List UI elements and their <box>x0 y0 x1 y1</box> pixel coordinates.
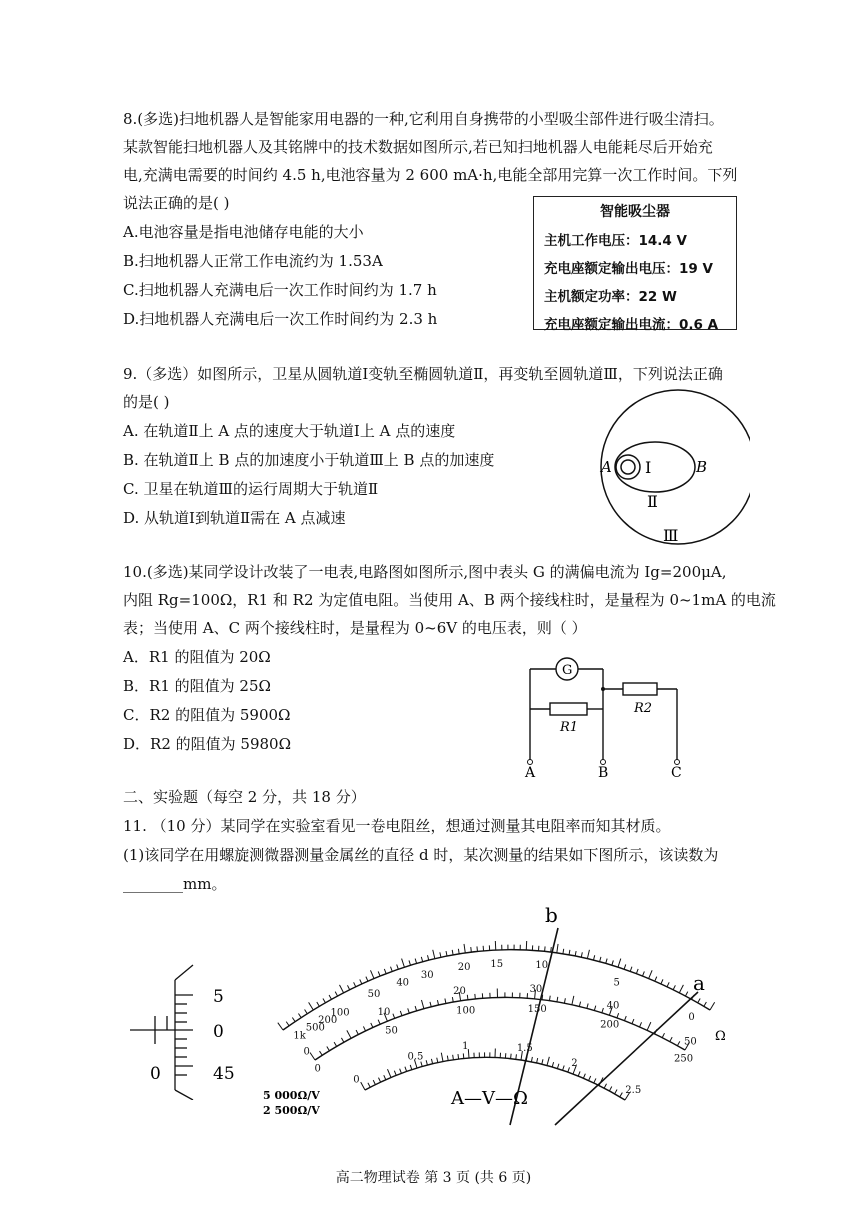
circuit-diagram <box>515 650 695 780</box>
q8-line-4: 说法正确的是( ) <box>123 194 230 212</box>
multimeter-dial <box>255 900 755 1130</box>
dc-tick-label: 200 <box>600 1019 620 1031</box>
scale-tick <box>458 1054 459 1059</box>
dc-small-tick-label: 50 <box>684 1036 697 1048</box>
scale-tick <box>578 1071 580 1076</box>
scale-tick <box>547 1057 549 1066</box>
meter-center-label: A—V—Ω <box>451 1088 528 1109</box>
scale-tick <box>640 1022 642 1027</box>
scale-tick <box>320 1051 323 1055</box>
scale-tick <box>643 971 645 976</box>
orbit-iii <box>601 390 750 544</box>
scale-tick <box>292 1018 295 1022</box>
scale-tick <box>679 985 683 993</box>
scale-tick <box>563 949 564 954</box>
scale-tick <box>368 1083 370 1087</box>
q9-option-a: A. 在轨道Ⅱ上 A 点的速度大于轨道Ⅰ上 A 点的速度 <box>123 422 456 440</box>
scale-tick <box>446 951 447 956</box>
ohm-tick-label: 200 <box>318 1014 338 1026</box>
dc-small-tick-label: 10 <box>377 1006 391 1018</box>
scale-tick <box>426 1060 427 1065</box>
scale-tick <box>606 959 607 964</box>
scale-tick <box>564 998 565 1003</box>
scale-tick <box>453 1055 454 1060</box>
scale-tick <box>670 1037 672 1041</box>
dc-small-tick-label: 30 <box>529 983 543 995</box>
scale-tick <box>441 1053 443 1062</box>
scale-tick <box>615 1089 617 1093</box>
q9-option-b: B. 在轨道Ⅱ上 B 点的加速度小于轨道Ⅲ上 B 点的加速度 <box>123 451 495 469</box>
q8-option-a: A.电池容量是指电池储存电能的大小 <box>123 223 364 241</box>
scale-tick <box>347 985 349 989</box>
scale-tick <box>549 996 550 1001</box>
q10-option-c: C．R2 的阻值为 5900Ω <box>123 706 291 724</box>
ohm-tick-label: 50 <box>367 989 381 1001</box>
scale-tick <box>339 985 343 993</box>
scale-tick <box>710 1002 715 1010</box>
scale-arc-dc <box>315 997 685 1060</box>
q11-line-2: (1)该同学在用螺旋测微器测量金属丝的直径 d 时，某次测量的结果如下图所示，该读数为 <box>123 846 719 864</box>
micrometer-figure <box>125 960 245 1100</box>
scale-tick <box>415 1006 416 1011</box>
scale-tick <box>384 1075 386 1080</box>
label-orbit-ii: Ⅱ <box>647 492 658 511</box>
ohm-tick-label: 20 <box>457 962 471 974</box>
scale-tick <box>587 1004 588 1009</box>
thimble-45: 45 <box>213 1064 235 1084</box>
scale-tick <box>305 1010 308 1014</box>
dc-small-tick-label: 40 <box>606 1000 620 1012</box>
scale-tick <box>356 1030 358 1034</box>
nameplate-row: 充电座额定输出电压：19 V <box>544 261 713 277</box>
scale-tick <box>464 944 465 953</box>
q8-option-d: D.扫地机器人充满电后一次工作时间约为 2.3 h <box>123 310 438 328</box>
scale-tick <box>617 1013 619 1018</box>
q10-line-2: 内阻 Rg=100Ω，R1 和 R2 为定值电阻。当使用 A、B 两个接线柱时，是量程为 0~1mA 的电流 <box>123 591 776 609</box>
label-r1: R1 <box>560 720 579 735</box>
thimble-5: 5 <box>213 987 224 1007</box>
orbit-diagram <box>590 388 750 548</box>
scale-tick <box>370 970 374 978</box>
section-title: 二、实验题（每空 2 分，共 18 分） <box>123 788 366 806</box>
needle-b-label: b <box>545 903 558 927</box>
meter-spec-2: 2 500Ω/V <box>263 1104 320 1117</box>
planet <box>621 460 635 474</box>
scale-tick <box>298 1013 301 1017</box>
scale-tick <box>329 995 331 999</box>
scale-tick <box>384 969 386 974</box>
scale-tick <box>421 1000 423 1009</box>
terminal-b: B <box>598 765 609 780</box>
scale-tick <box>537 1058 538 1063</box>
scale-tick <box>373 1080 375 1084</box>
scale-tick <box>430 1002 431 1007</box>
ohm-tick-label: 500 <box>305 1022 325 1034</box>
scale-tick <box>391 967 393 972</box>
scale-tick <box>589 1076 591 1081</box>
scale-tick <box>334 1042 337 1046</box>
q9-option-c: C. 卫星在轨道Ⅲ的运行周期大于轨道Ⅱ <box>123 480 379 498</box>
needle-a-label: a <box>693 971 705 995</box>
scale-tick <box>636 969 638 974</box>
terminal-a: A <box>525 765 536 780</box>
scale-tick <box>366 977 368 982</box>
scale-tick <box>361 1082 365 1090</box>
q10-option-b: B．R1 的阻值为 25Ω <box>123 677 271 695</box>
scale-tick <box>323 998 325 1002</box>
scale-tick <box>581 952 582 957</box>
q10-option-d: D．R2 的阻值为 5980Ω <box>123 735 292 753</box>
scale-tick <box>452 997 453 1002</box>
scale-tick <box>655 977 657 982</box>
ohm-tick-label: 1k <box>293 1030 306 1042</box>
nameplate-title: 智能吸尘器 <box>600 204 670 220</box>
scale-tick <box>630 967 632 972</box>
scale-tick <box>569 950 570 955</box>
q9-option-d: D. 从轨道Ⅰ到轨道Ⅱ需在 A 点减速 <box>123 509 346 527</box>
q8-line-2: 某款智能扫地机器人及其铭牌中的技术数据如图所示,若已知扫地机器人电能耗尽后开始充 <box>123 138 713 156</box>
scale-tick <box>624 964 626 969</box>
q9-line-2: 的是( ) <box>123 393 170 411</box>
scale-tick <box>335 992 337 996</box>
scale-tick <box>405 1067 407 1072</box>
ohm-tick-label: 5 <box>613 977 620 989</box>
scale-tick <box>458 949 459 954</box>
scale-tick <box>286 1022 289 1026</box>
ac-tick-label: 1 <box>462 1041 469 1053</box>
ac-tick-label: 2 <box>571 1057 578 1069</box>
label-a: A <box>601 458 612 476</box>
label-b: B <box>696 458 708 476</box>
scale-tick <box>594 955 595 960</box>
scale-tick <box>447 1056 448 1061</box>
scale-tick <box>667 982 669 987</box>
scale-tick <box>347 1030 351 1038</box>
ohm-tick-label: 30 <box>420 970 434 982</box>
orbit-ii <box>615 442 695 492</box>
scale-tick <box>575 951 576 956</box>
scale-tick <box>309 1002 314 1010</box>
scale-tick <box>698 998 700 1002</box>
scale-tick <box>408 1008 410 1013</box>
q8-option-b: B.扫地机器人正常工作电流约为 1.53A <box>123 252 383 270</box>
q8-option-c: C.扫地机器人充满电后一次工作时间约为 1.7 h <box>123 281 437 299</box>
q8-line-3: 电,充满电需要的时间约 4.5 h,电池容量为 2 600 mA·h,电能全部用完算一次工作时间。下列 <box>123 166 738 184</box>
ohm-tick-label: 0 <box>688 1012 695 1024</box>
scale-tick <box>612 960 613 965</box>
scale-tick <box>452 950 453 955</box>
scale-tick <box>618 959 621 968</box>
ac-tick-label: 1.5 <box>516 1043 533 1055</box>
scale-tick <box>471 947 472 952</box>
dc-tick-label: 0 <box>314 1063 321 1075</box>
scale-tick <box>583 1074 585 1079</box>
label-g: G <box>562 663 573 678</box>
scale-tick <box>632 1019 634 1024</box>
scale-tick <box>551 947 552 952</box>
scale-tick <box>378 971 380 976</box>
scale-tick <box>378 1078 380 1083</box>
scale-tick <box>421 957 422 962</box>
scale-tick <box>579 1002 580 1007</box>
scale-tick <box>415 959 416 964</box>
scale-tick <box>594 1006 595 1011</box>
scale-tick <box>557 944 558 953</box>
scale-tick <box>662 1033 664 1037</box>
scale-tick <box>531 1057 532 1062</box>
q10-line-3: 表；当使用 A、C 两个接线柱时，是量程为 0~6V 的电压表，则（ ） <box>123 619 587 637</box>
scale-tick <box>685 992 687 996</box>
page-footer: 高二物理试卷 第 3 页 (共 6 页) <box>335 1170 532 1186</box>
ac-tick-label: 2.5 <box>625 1084 642 1096</box>
scale-tick <box>397 964 399 969</box>
scale-tick <box>437 1058 438 1063</box>
scale-tick <box>604 1084 606 1088</box>
scale-tick <box>437 1000 438 1005</box>
scale-tick <box>409 960 410 965</box>
scale-tick <box>511 1054 512 1059</box>
scale-tick <box>477 946 478 951</box>
scale-tick <box>516 1054 517 1059</box>
scale-tick <box>433 950 435 959</box>
scale-tick <box>673 985 675 989</box>
dc-small-tick-label: 20 <box>453 985 466 997</box>
q8-line-1: 8.(多选)扫地机器人是智能家用电器的一种,它利用自身携带的小型吸尘部件进行吸尘清扫。 <box>123 110 724 128</box>
meter-spec-1: 5 000Ω/V <box>263 1089 320 1102</box>
scale-tick <box>557 1064 559 1069</box>
orbit-i <box>616 455 640 479</box>
dc-tick-label: 250 <box>673 1053 694 1065</box>
scale-tick <box>410 1065 412 1070</box>
scale-tick <box>427 955 428 960</box>
q9-line-1: 9.（多选）如图所示，卫星从圆轨道Ⅰ变轨至椭圆轨道Ⅱ，再变轨至圆轨道Ⅲ，下列说法正确 <box>123 365 723 383</box>
scale-tick <box>568 1067 570 1072</box>
ohm-tick-label: 100 <box>330 1007 350 1019</box>
scale-tick <box>371 1023 373 1028</box>
q10-line-1: 10.(多选)某同学设计改装了一电表,电路图如图所示,图中表头 G 的满偏电流为 Ig=200μA, <box>123 563 727 581</box>
scale-tick <box>600 957 601 962</box>
dc-tick-label: 100 <box>456 1005 476 1017</box>
scale-tick <box>354 982 356 987</box>
resistor-r1 <box>550 703 587 715</box>
resistor-r2 <box>623 683 657 695</box>
scale-tick <box>624 1016 626 1021</box>
scale-tick <box>394 1071 396 1076</box>
scale-tick <box>440 952 441 957</box>
scale-tick <box>563 1066 565 1071</box>
nameplate-row: 主机工作电压：14.4 V <box>544 233 687 249</box>
label-orbit-i: Ⅰ <box>645 458 652 477</box>
ohm-tick-label: 15 <box>490 958 504 970</box>
ohm-unit: Ω <box>715 1029 726 1044</box>
nameplate-row: 充电座额定输出电流：0.6 A <box>544 317 719 333</box>
scale-tick <box>661 979 663 984</box>
dc-tick-label: 50 <box>385 1025 398 1037</box>
thimble-0: 0 <box>213 1022 224 1042</box>
ac-tick-label: 0 <box>353 1074 360 1086</box>
scale-tick <box>341 1038 343 1042</box>
scale-tick <box>360 979 362 984</box>
scale-tick <box>704 1002 707 1006</box>
scale-tick <box>400 1011 402 1016</box>
ohm-tick-label: 40 <box>396 977 410 989</box>
nameplate-row: 主机额定功率：22 W <box>544 289 677 305</box>
scale-tick <box>378 1020 380 1025</box>
sleeve-0: 0 <box>150 1064 161 1084</box>
scale-tick <box>545 946 546 951</box>
scale-tick <box>402 959 405 968</box>
scale-tick <box>310 1053 315 1060</box>
scale-tick <box>542 1059 543 1064</box>
scale-tick <box>431 1059 432 1064</box>
nameplate-box <box>533 196 737 333</box>
label-r2: R2 <box>634 701 653 716</box>
terminal-c: C <box>671 765 682 780</box>
scale-tick <box>552 1062 553 1067</box>
scale-tick <box>393 1014 395 1019</box>
scale-tick <box>557 997 558 1002</box>
q11-answer-blank: ________mm。 <box>123 875 227 893</box>
scale-tick <box>278 1023 283 1030</box>
scale-tick <box>467 995 468 1000</box>
scale-tick <box>677 1041 679 1045</box>
scale-tick <box>445 999 446 1004</box>
scale-tick <box>649 970 652 978</box>
ac-tick-label: 0.5 <box>407 1051 424 1063</box>
scale-tick <box>620 1093 623 1097</box>
q10-option-a: A．R1 的阻值为 20Ω <box>123 648 271 666</box>
scale-tick <box>363 1026 365 1031</box>
scale-tick <box>400 1069 402 1074</box>
scale-tick <box>475 994 476 999</box>
scale-tick <box>317 1002 320 1006</box>
scale-tick <box>387 1069 391 1077</box>
scale-tick <box>572 996 574 1005</box>
scale-tick <box>602 1008 604 1013</box>
q11-line-1: 11. （10 分）某同学在实验室看见一卷电阻丝，想通过测量其电阻率而知其材质。 <box>123 817 671 835</box>
scale-tick <box>587 950 589 959</box>
scale-tick <box>609 1087 611 1091</box>
dc-tick-label: 150 <box>527 1003 547 1015</box>
ohm-tick-label: 10 <box>535 960 549 972</box>
label-orbit-iii: Ⅲ <box>663 526 679 545</box>
dc-small-tick-label: 0 <box>303 1046 310 1058</box>
scale-tick <box>647 1022 651 1030</box>
scale-tick <box>594 1078 596 1083</box>
scale-tick <box>327 1047 330 1051</box>
